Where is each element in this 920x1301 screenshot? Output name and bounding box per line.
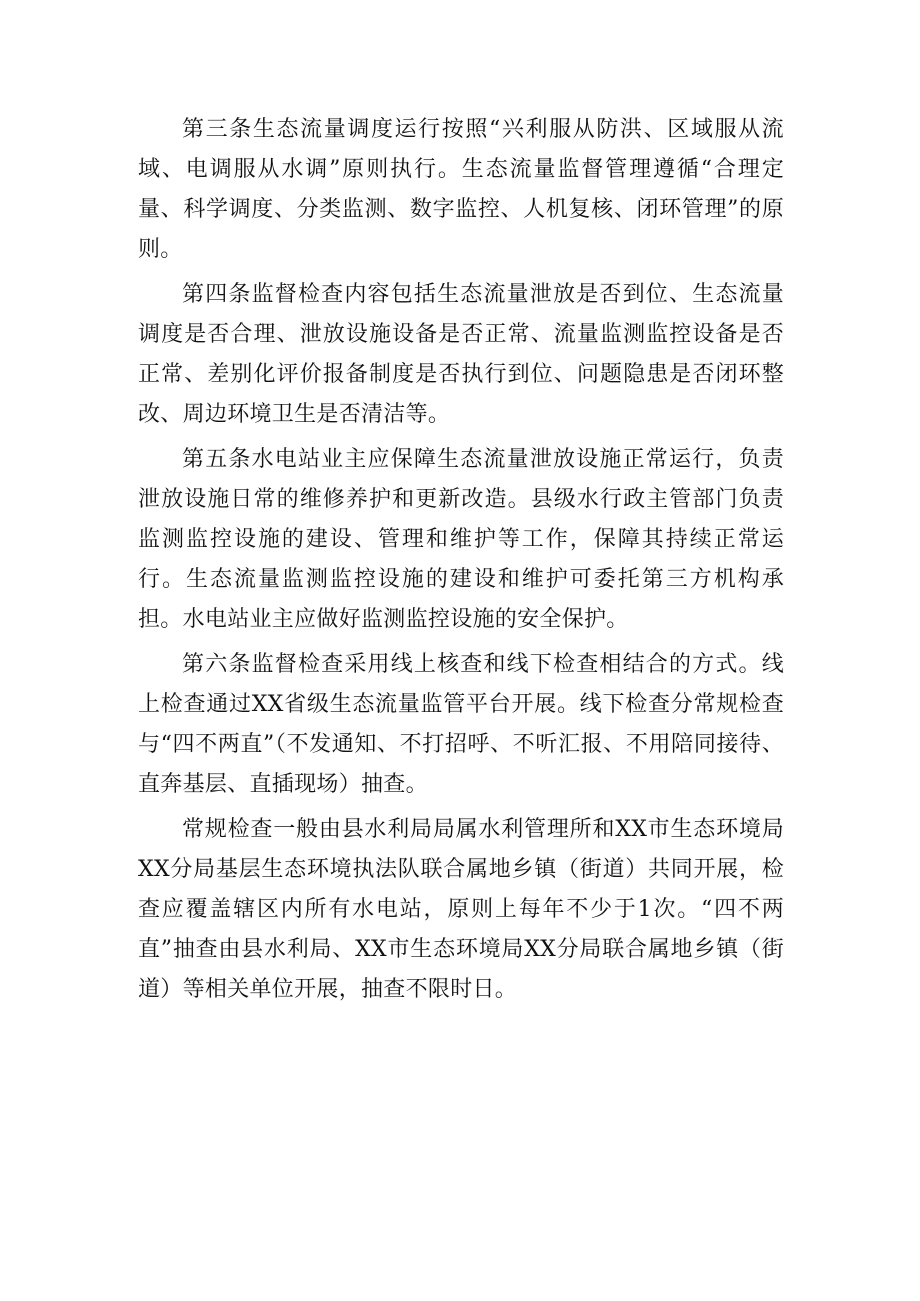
- paragraph-article-6: 第六条监督检查采用线上核查和线下检查相结合的方式。线上检查通过XX省级生态流量监管平台开展。线下检查分常规检查与“四不两直”（不发通知、不打招呼、不听汇报、不用陪同接待、直奔基层、直插现场）抽查。: [138, 652, 784, 797]
- paragraph-article-4: 第四条监督检查内容包括生态流量泄放是否到位、生态流量调度是否合理、泄放设施设备是否正常、流量监测监控设备是否正常、差别化评价报备制度是否执行到位、问题隐患是否闭环整改、周边环境卫生是否清洁等。: [138, 282, 784, 427]
- paragraph-article-3: 第三条生态流量调度运行按照“兴利服从防洪、区域服从流域、电调服从水调”原则执行。生态流量监督管理遵循“合理定量、科学调度、分类监测、数字监控、人机复核、闭环管理”的原则。: [138, 117, 784, 262]
- paragraph-article-5: 第五条水电站业主应保障生态流量泄放设施正常运行，负责泄放设施日常的维修养护和更新改造。县级水行政主管部门负责监测监控设施的建设、管理和维护等工作，保障其持续正常运行。生态流量监测监控设施的建设和维护可委托第三方机构承担。水电站业主应做好监测监控设施的安全保护。: [138, 447, 784, 632]
- paragraph-routine-inspection: 常规检查一般由县水利局局属水利管理所和XX市生态环境局XX分局基层生态环境执法队联合属地乡镇（街道）共同开展，检查应覆盖辖区内所有水电站，原则上每年不少于1次。“四不两直”抽查由县水利局、XX市生态环境局XX分局联合属地乡镇（街道）等相关单位开展，抽查不限时日。: [138, 817, 784, 1002]
- document-body: [138, 110, 784, 1015]
